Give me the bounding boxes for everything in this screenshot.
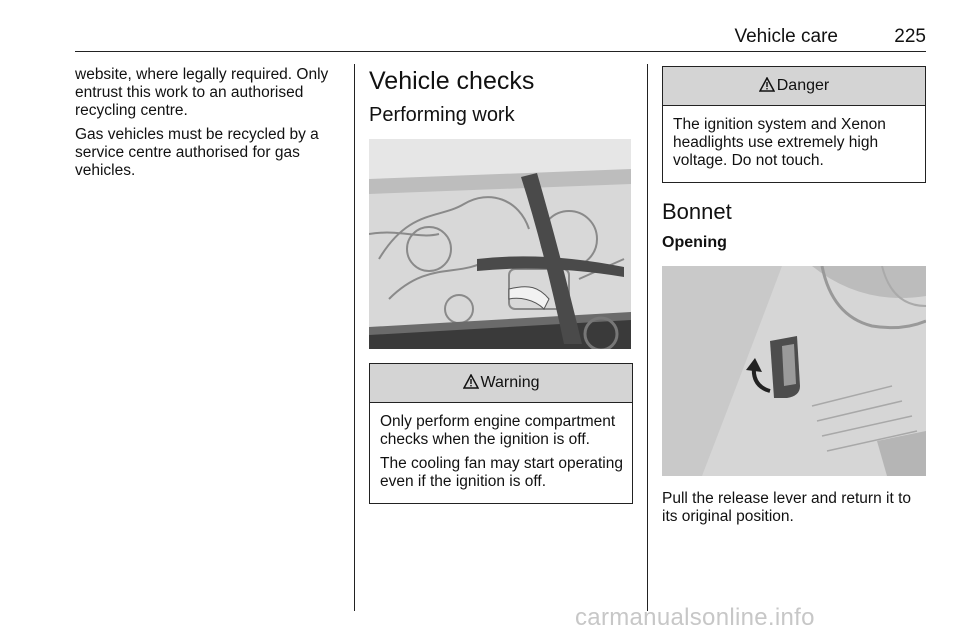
subheading-opening: Opening xyxy=(662,234,727,251)
warning-box xyxy=(369,363,633,504)
bonnet-instruction: Pull the release lever and return it to its original position. xyxy=(662,490,911,525)
section-title: Vehicle care xyxy=(734,26,838,47)
bonnet-release-lever-illustration xyxy=(662,266,926,476)
warning-triangle-icon xyxy=(463,374,479,393)
heading-vehicle-checks: Vehicle checks xyxy=(369,67,535,95)
subheading-performing-work: Performing work xyxy=(369,104,515,126)
warning-title: Warning xyxy=(480,374,540,391)
warning-text-2: The cooling fan may start operating even if the ignition is off. xyxy=(380,455,623,490)
danger-box-header xyxy=(663,67,925,106)
watermark: carmanualsonline.info xyxy=(575,604,815,631)
column-divider-right xyxy=(647,64,648,611)
warning-box-header xyxy=(370,364,632,403)
page-number: 225 xyxy=(894,26,926,47)
danger-box xyxy=(662,66,926,183)
header-divider xyxy=(75,51,926,52)
column-3 xyxy=(662,66,926,532)
paragraph-gas-vehicles: Gas vehicles must be recycled by a service centre authorised for gas vehicles. xyxy=(75,126,319,179)
column-1 xyxy=(75,66,345,186)
warning-text-1: Only perform engine compartment checks when the ignition is off. xyxy=(380,413,616,448)
danger-text: The ignition system and Xenon headlights use extremely high voltage. Do not touch. xyxy=(673,116,886,169)
warning-triangle-icon xyxy=(759,77,775,96)
engine-compartment-illustration xyxy=(369,139,631,349)
heading-bonnet: Bonnet xyxy=(662,199,732,224)
column-2 xyxy=(369,66,633,518)
paragraph-recycling: website, where legally required. Only entrust this work to an authorised recycling centre. xyxy=(75,66,329,119)
column-divider-left xyxy=(354,64,355,611)
page-header xyxy=(75,26,926,50)
danger-title: Danger xyxy=(776,77,830,94)
